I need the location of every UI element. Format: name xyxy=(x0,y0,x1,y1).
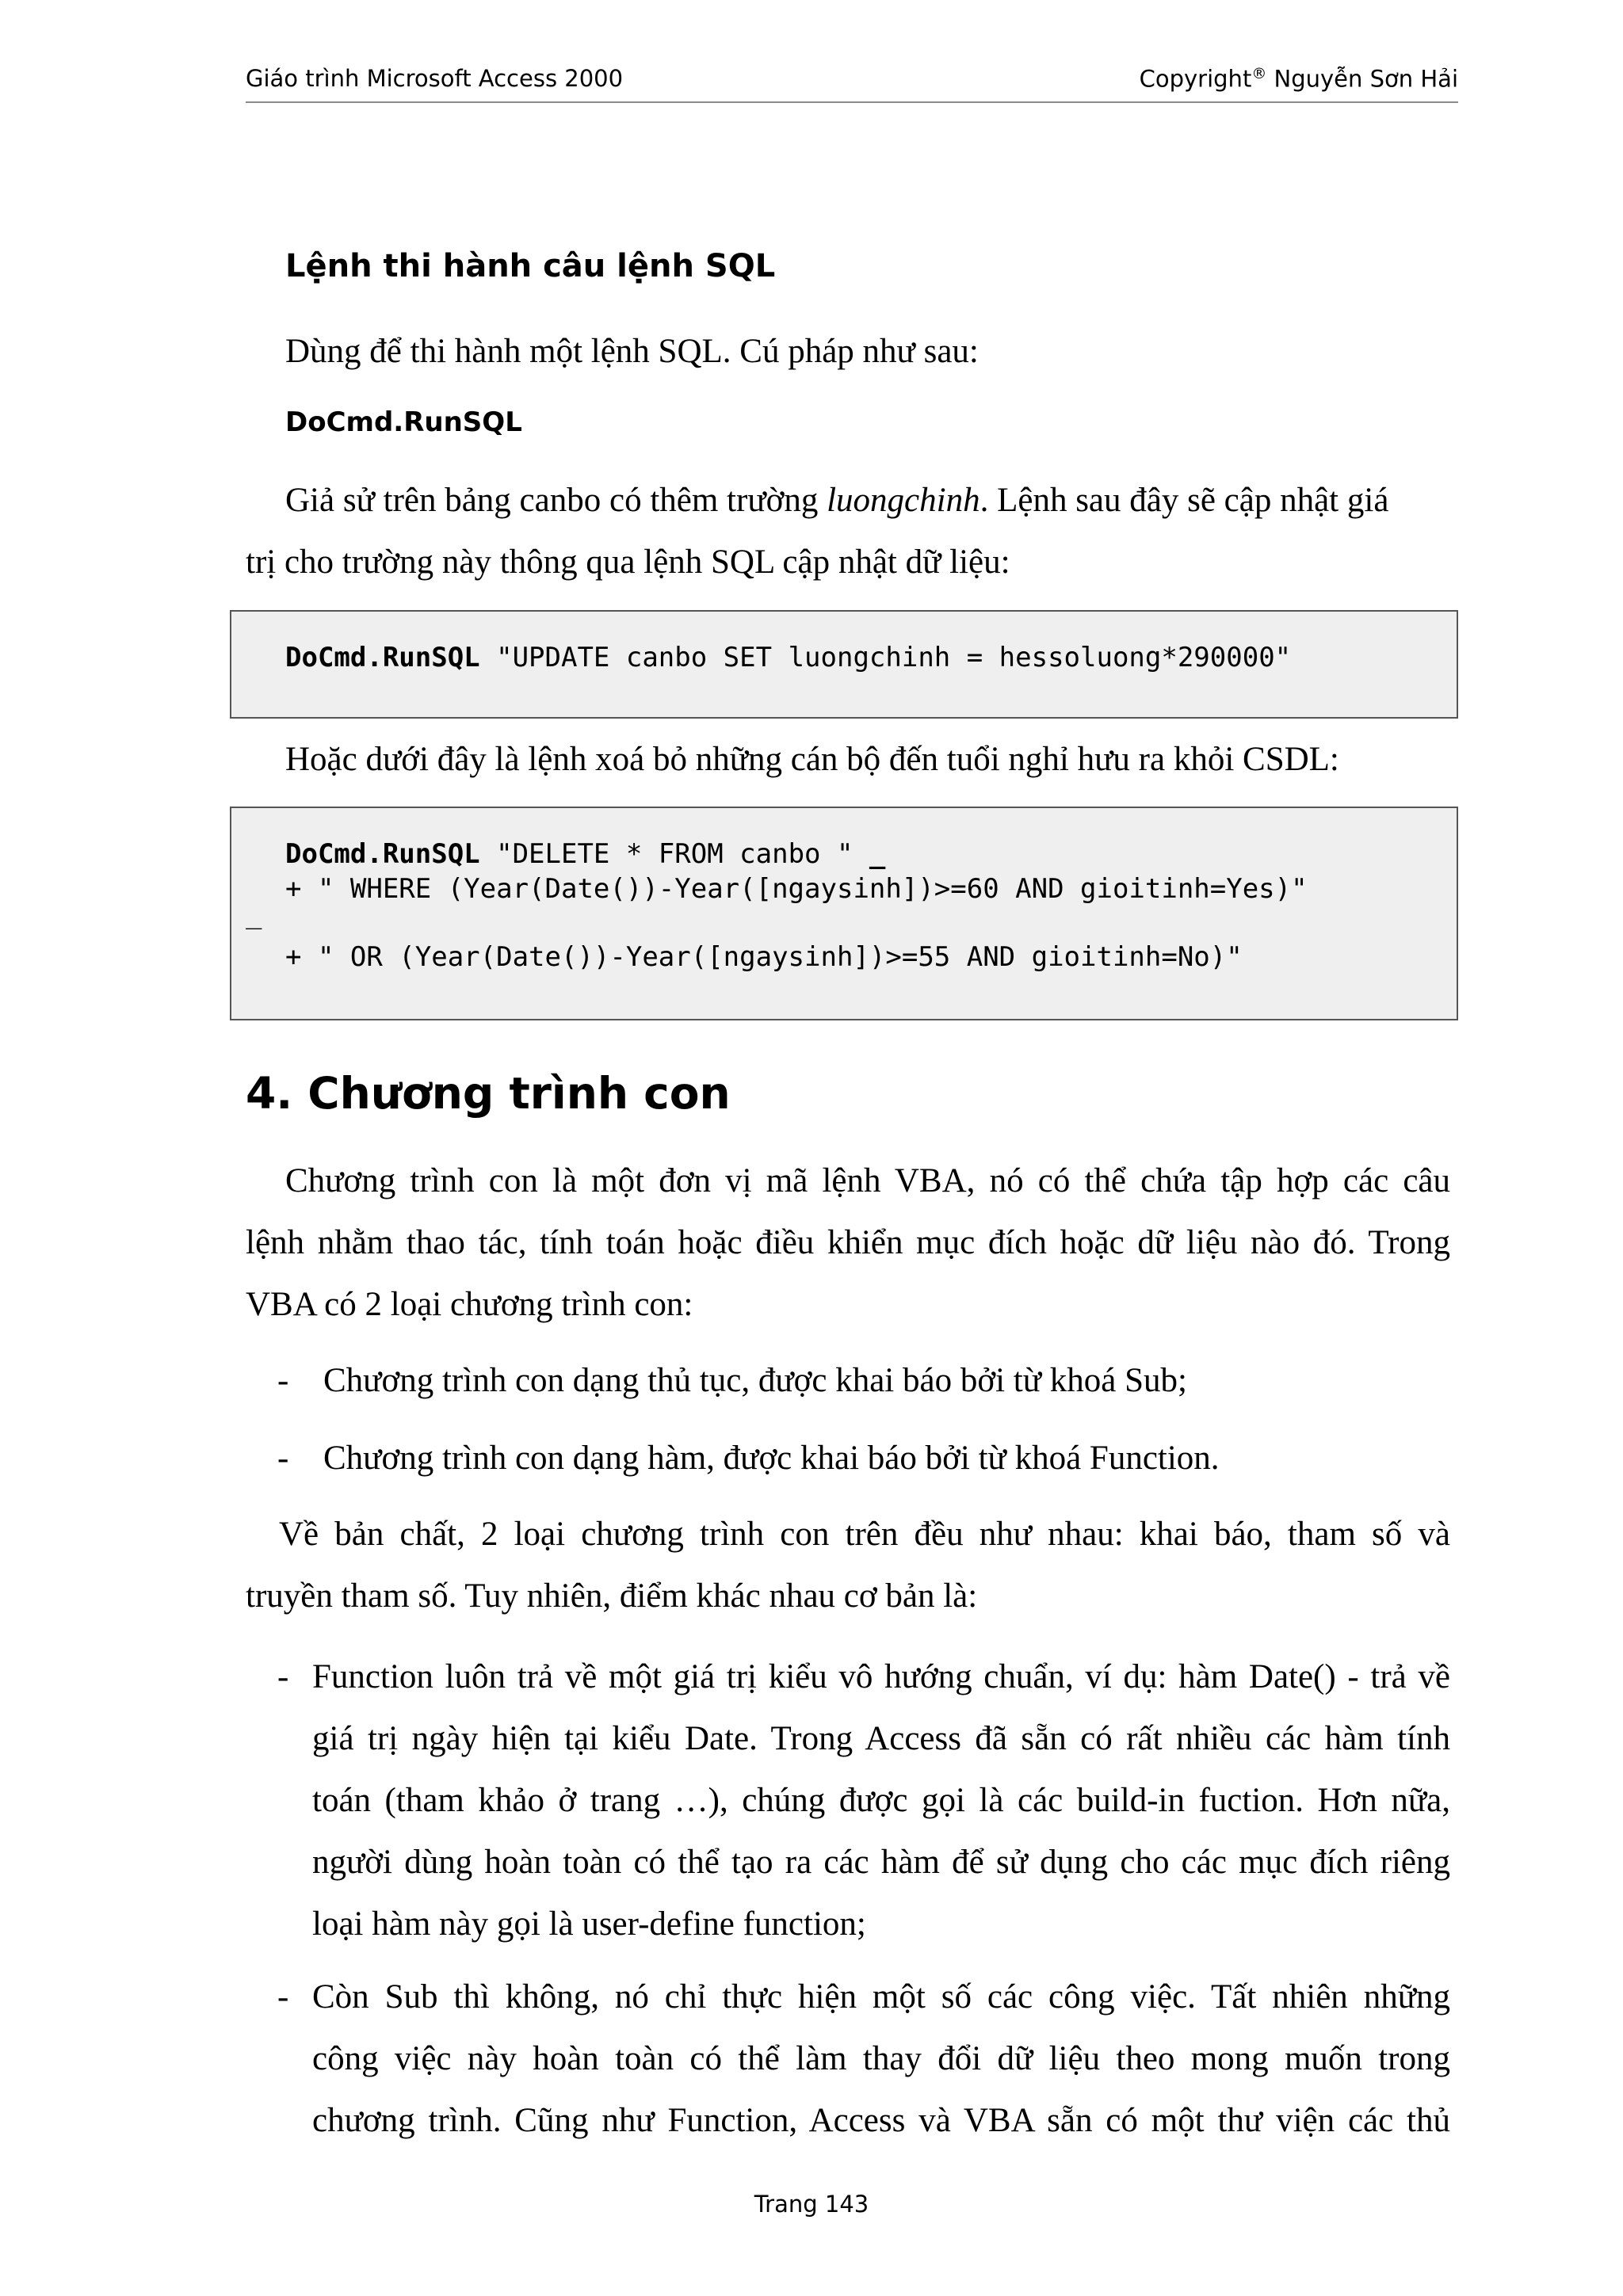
document-page: Giáo trình Microsoft Access 2000 Copyright® Nguyễn Sơn Hải Lệnh thi hành câu lệnh SQL Dùng để thi hành một lệnh SQL. Cú pháp như sau: DoCmd.RunSQL Giả sử trên bảng canbo có thêm trường luongchinh. Lệnh sau đây sẽ cập nhật giá trị cho trường này thông qua lệnh SQL cập nhật dữ liệu: DoCmd.RunSQL "UPDATE canbo SET luongchinh = hessoluong*290000" Hoặc dưới đây là lệnh xoá bỏ những cán bộ đến tuổi nghỉ hưu ra khỏi CSDL: DoCmd.RunSQL "DELETE * FROM canbo " _ + " WHERE (Year(Date())-Year([ngaysinh])>=60 AND gioitinh=Yes)" _ + " OR (Year(Date())-Year([ngaysinh])>=55 AND gioitinh=No)" 4. Chương trình con Chương trình con là một đơn vị mã lệnh VBA, nó có thể chứa tập hợp các câu lệnh nhằm thao tác, tính toán hoặc điều khiển mục đích hoặc dữ liệu nào đó. Trong VBA có 2 loại chương trình con: - Chương trình con dạng thủ tục, được khai báo bởi từ khoá Sub; - Chương trình con dạng hàm, được khai báo bởi từ khoá Function. Về bản chất, 2 loại chương trình con trên đều như nhau: khai báo, tham số và truyền tham số. Tuy nhiên, điểm khác nhau cơ bản là: - Function luôn trả về một giá trị kiểu vô hướng chuẩn, ví dụ: hàm Date() - trả về giá trị ngày hiện tại kiểu Date. Trong Access đã sẵn có rất nhiều các hàm tính toán (tham khảo ở trang …), chúng được gọi là các build-in fuction. Hơn nữa, người dùng hoàn toàn có thể tạo ra các hàm để sử dụng cho các mục đích riêng loại hàm này gọi là user-define function; - Còn Sub thì không, nó chỉ thực hiện một số các công việc. Tất nhiên những công việc này hoàn toàn có thể làm thay đổi dữ liệu theo mong muốn trong chương trình. Cũng như Function, Access và VBA sẵn có một thư viện các thủ Trang 143 xyxy=(0,0,1623,2296)
header-title: Giáo trình Microsoft Access 2000 xyxy=(246,65,624,92)
delete-intro: Hoặc dưới đây là lệnh xoá bỏ những cán bộ đến tuổi nghỉ hưu ra khỏi CSDL: xyxy=(285,741,1339,778)
section-4-heading: 4. Chương trình con xyxy=(246,1068,731,1119)
code-block-delete: DoCmd.RunSQL "DELETE * FROM canbo " _ + " WHERE (Year(Date())-Year([ngaysinh])>=60 AND gioitinh=Yes)" _ + " OR (Year(Date())-Year([ngaysinh])>=55 AND gioitinh=No)" xyxy=(230,807,1458,1020)
comparison-paragraph: Về bản chất, 2 loại chương trình con trên đều như nhau: khai báo, tham số và truyền tham số. Tuy nhiên, điểm khác nhau cơ bản là: xyxy=(246,1516,1450,1615)
runsql-intro: Dùng để thi hành một lệnh SQL. Cú pháp như sau: xyxy=(285,333,979,370)
runsql-heading: Lệnh thi hành câu lệnh SQL xyxy=(285,248,776,284)
header-copyright: Copyright® Nguyễn Sơn Hải xyxy=(1139,65,1458,93)
runsql-syntax: DoCmd.RunSQL xyxy=(285,406,522,438)
page-header xyxy=(246,63,1458,103)
code-block-update: DoCmd.RunSQL "UPDATE canbo SET luongchinh = hessoluong*290000" xyxy=(230,610,1458,719)
page-number: Trang 143 xyxy=(754,2191,869,2218)
runsql-description: Giả sử trên bảng canbo có thêm trường luongchinh. Lệnh sau đây sẽ cập nhật giá trị cho trường này thông qua lệnh SQL cập nhật dữ liệu: xyxy=(246,482,1389,581)
sub-intro-paragraph: Chương trình con là một đơn vị mã lệnh VBA, nó có thể chứa tập hợp các câu lệnh nhằm thao tác, tính toán hoặc điều khiển mục đích hoặc dữ liệu nào đó. Trong VBA có 2 loại chương trình con: xyxy=(246,1162,1450,1323)
